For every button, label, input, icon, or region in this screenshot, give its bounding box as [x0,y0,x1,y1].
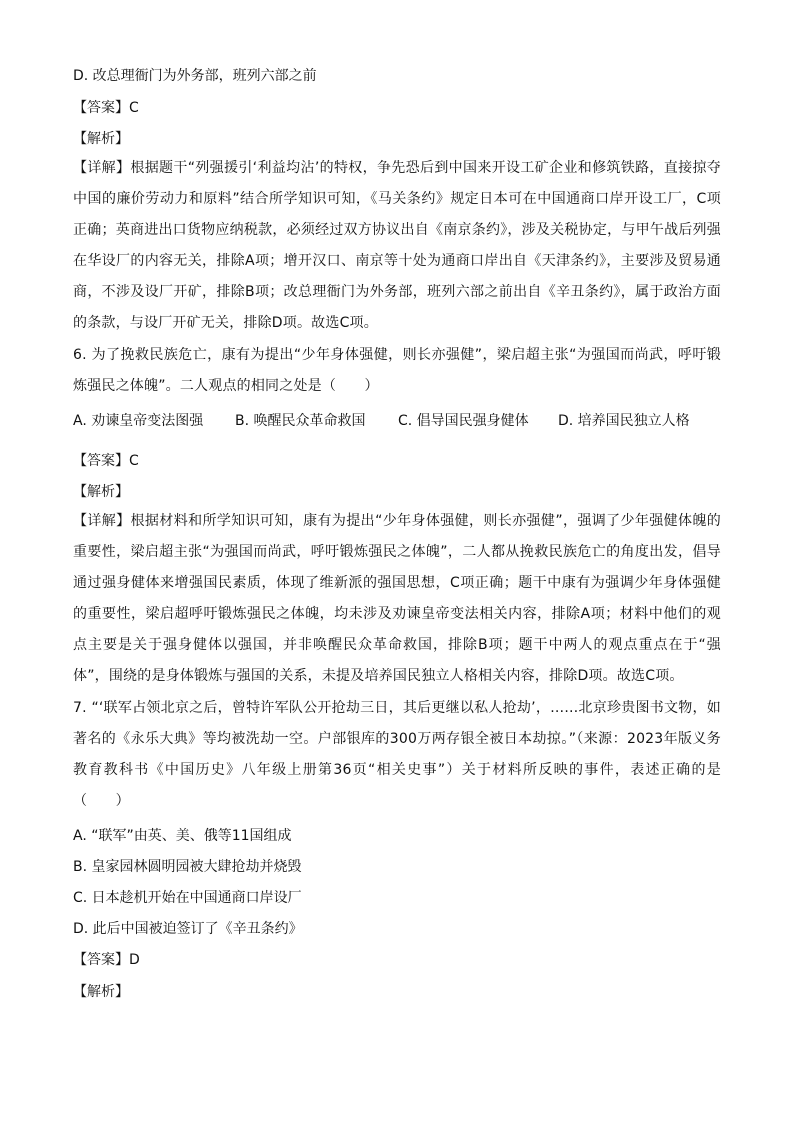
q5-detail: 【详解】根据题干“列强援引‘利益均沾’的特权，争先恐后到中国来开设工矿企业和修筑铁路，直接掠夺中国的廉价劳动力和原料”结合所学知识可知，《马关条约》规定日本可在中国通商口岸开设工厂，C项正确；英商进出口货物应纳税款，必须经过双方协议出自《南京条约》，涉及关税协定，与甲午战后列强在华设厂的内容无关，排除A项；增开汉口、南京等十处为通商口岸出自《天津条约》，主要涉及贸易通商，不涉及设厂开矿，排除B项；改总理衙门为外务部，班列六部之前出自《辛丑条约》，属于政治方面的条款，与设厂开矿无关，排除D项。故选C项。 [73,160,721,331]
q7-option-b: B. 皇家园林圆明园被大肆抢劫并烧毁 [73,859,302,875]
q5-option-d: D. 改总理衙门为外务部，班列六部之前 [73,68,317,84]
q6-option-d: D. 培养国民独立人格 [558,413,690,429]
q6-option-a: A. 劝谏皇帝变法图强 [73,413,204,429]
q5-analysis-label: 【解析】 [73,131,129,147]
q6-option-b: B. 唤醒民众革命救国 [235,413,366,429]
q6-analysis-label: 【解析】 [73,484,129,500]
q6-detail: 【详解】根据材料和所学知识可知，康有为提出“少年身体强健，则长亦强健”，强调了少年强健体魄的重要性，梁启超主张“为强国而尚武，呼吁锻炼强民之体魄”，二人都从挽救民族危亡的角度出发，倡导通过强身健体来增强国民素质，体现了维新派的强国思想，C项正确；题干中康有为强调少年身体强健的重要性，梁启超呼吁锻炼强民之体魄，均未涉及劝谏皇帝变法相关内容，排除A项；材料中他们的观点主要是关于强身健体以强国，并非唤醒民众革命救国，排除B项；题干中两人的观点重点在于“强体”，围绕的是身体锻炼与强国的关系，未提及培养国民独立人格相关内容，排除D项。故选C项。 [73,513,721,684]
q7-analysis-label: 【解析】 [73,984,129,1000]
q7-option-c: C. 日本趁机开始在中国通商口岸设厂 [73,890,302,906]
q6-stem: 6. 为了挽救民族危亡，康有为提出“少年身体强健，则长亦强健”，梁启超主张“为强国而尚武，呼吁锻炼强民之体魄”。二人观点的相同之处是（ ） [73,347,721,394]
q6-answer: 【答案】C [73,453,139,469]
q7-stem: 7. “‘联军占领北京之后，曾特许军队公开抢劫三日，其后更继以私人抢劫’，……北京珍贵图书文物，如著名的《永乐大典》等均被洗劫一空。户部银库的300万两存银全被日本劫掠。”（来源：2023年版义务教育教科书《中国历史》八年级上册第36页“相关史事”）关于材料所反映的事件，表述正确的是（ ） [73,700,721,809]
q7-option-a: A. “联军”由英、美、俄等11国组成 [73,828,292,844]
q6-options [73,412,721,430]
q6-option-c: C. 倡导国民强身健体 [398,413,529,429]
q7-answer: 【答案】D [73,952,140,968]
q5-answer: 【答案】C [73,100,139,116]
q7-option-d: D. 此后中国被迫签订了《辛丑条约》 [73,921,303,937]
